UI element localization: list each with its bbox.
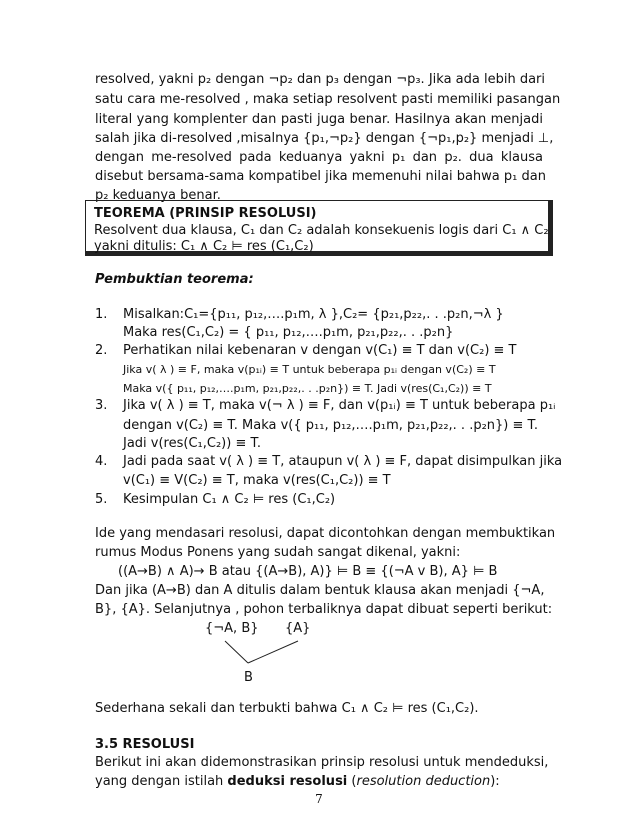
proof-number-5: 5. xyxy=(95,492,108,507)
para2-line-1: Ide yang mendasari resolusi, dapat dicontohkan dengan membuktikan xyxy=(95,526,556,541)
para3-line-2-c: ( xyxy=(347,774,357,789)
proof-number-3: 3. xyxy=(95,398,108,413)
tree-left-node: {¬A, B} xyxy=(205,621,259,636)
para3-line-2-bold: deduksi resolusi xyxy=(227,774,348,789)
tree-edge-right xyxy=(248,641,298,663)
proof-number-4: 4. xyxy=(95,454,108,469)
para3-line-2-e: ): xyxy=(490,774,500,789)
proof-item-1: Misalkan:C₁={p₁₁, p₁₂,….p₁m, λ },C₂= {p₂₁,p₂₂,. . .p₂n,¬λ } xyxy=(123,307,504,322)
para3-line-1: Berikut ini akan didemonstrasikan prinsip resolusi untuk mendeduksi, xyxy=(95,755,549,770)
proof-heading: Pembuktian teorema: xyxy=(95,272,254,287)
para2-formula: ((A→B) ∧ A)→ B atau {(A→B), A)} ⊨ B ≡ {(¬A v B), A} ⊨ B xyxy=(118,564,498,579)
proof-item-3-cont: dengan v(C₂) ≡ T. Maka v({ p₁₁, p₁₂,….p₁m, p₂₁,p₂₂,. . .p₂n}) ≡ T. xyxy=(123,418,539,433)
para1-line-6: disebut bersama-sama kompatibel jika memenuhi nilai bahwa p₁ dan xyxy=(95,169,546,184)
para1-line-3: literal yang komplenter dan pasti juga benar. Hasilnya akan menjadi xyxy=(95,112,543,127)
theorem-title: TEOREMA (PRINSIP RESOLUSI) xyxy=(94,206,317,221)
para1-line-1: resolved, yakni p₂ dengan ¬p₂ dan p₃ dengan ¬p₃. Jika ada lebih dari xyxy=(95,72,546,87)
para1-line-5: dengan me-resolved pada keduanya yakni p₁ dan p₂. dua klausa xyxy=(95,150,543,165)
section-heading: 3.5 RESOLUSI xyxy=(95,737,195,752)
para3-line-2-a: yang dengan istilah xyxy=(95,774,228,789)
tree-edge-left xyxy=(225,641,248,663)
proof-item-2-cont-b: Maka v({ p₁₁, p₁₂,….p₁m, p₂₁,p₂₂,. . .p₂n}) ≡ T. Jadi v(res(C₁,C₂)) ≡ T xyxy=(123,382,492,395)
para1-line-4: salah jika di-resolved ,misalnya {p₁,¬p₂} dengan {¬p₁,p₂} menjadi ⊥, xyxy=(95,131,554,146)
proof-item-3-cont-b: Jadi v(res(C₁,C₂)) ≡ T. xyxy=(123,436,262,451)
para2-line-2: rumus Modus Ponens yang sudah sangat dikenal, yakni: xyxy=(95,545,461,560)
theorem-line-1: Resolvent dua klausa, C₁ dan C₂ adalah konsekuenis logis dari C₁ ∧ C₂ xyxy=(94,223,549,238)
para3-line-2 xyxy=(95,772,500,791)
proof-item-5: Kesimpulan C₁ ∧ C₂ ⊨ res (C₁,C₂) xyxy=(123,492,336,507)
proof-item-4: Jadi pada saat v( λ ) ≡ T, ataupun v( λ ) ≡ F, dapat disimpulkan jika xyxy=(123,454,563,469)
proof-item-3: Jika v( λ ) ≡ T, maka v(¬ λ ) ≡ F, dan v(p₁ᵢ) ≡ T untuk beberapa p₁ᵢ xyxy=(123,398,556,413)
proof-item-2-cont: Jika v( λ ) ≡ F, maka v(p₁ᵢ) ≡ T untuk beberapa p₁ᵢ dengan v(C₂) ≡ T xyxy=(123,363,496,376)
proof-number-2: 2. xyxy=(95,343,108,358)
para2-line-5: B}, {A}. Selanjutnya , pohon terbaliknya dapat dibuat seperti berikut: xyxy=(95,602,553,617)
tree-bottom-node: B xyxy=(244,670,253,685)
proof-number-1: 1. xyxy=(95,307,108,322)
tree-right-node: {A} xyxy=(285,621,311,636)
para2-line-4: Dan jika (A→B) dan A ditulis dalam bentuk klausa akan menjadi {¬A, xyxy=(95,583,545,598)
page-number: 7 xyxy=(315,792,323,806)
para1-line-2: satu cara me-resolved , maka setiap resolvent pasti memiliki pasangan xyxy=(95,92,561,107)
para1-line-7: p₂ keduanya benar. xyxy=(95,188,221,203)
proof-item-1-cont: Maka res(C₁,C₂) = { p₁₁, p₁₂,….p₁m, p₂₁,p₂₂,. . .p₂n} xyxy=(123,325,454,340)
proof-item-4-cont: v(C₁) ≡ V(C₂) ≡ T, maka v(res(C₁,C₂)) ≡ T xyxy=(123,473,391,488)
proof-item-2: Perhatikan nilai kebenaran v dengan v(C₁) ≡ T dan v(C₂) ≡ T xyxy=(123,343,517,358)
theorem-line-2: yakni ditulis: C₁ ∧ C₂ ⊨ res (C₁,C₂) xyxy=(94,239,314,254)
para3-line-2-italic: resolution deduction xyxy=(356,774,491,789)
conclusion-line: Sederhana sekali dan terbukti bahwa C₁ ∧ C₂ ⊨ res (C₁,C₂). xyxy=(95,701,479,716)
